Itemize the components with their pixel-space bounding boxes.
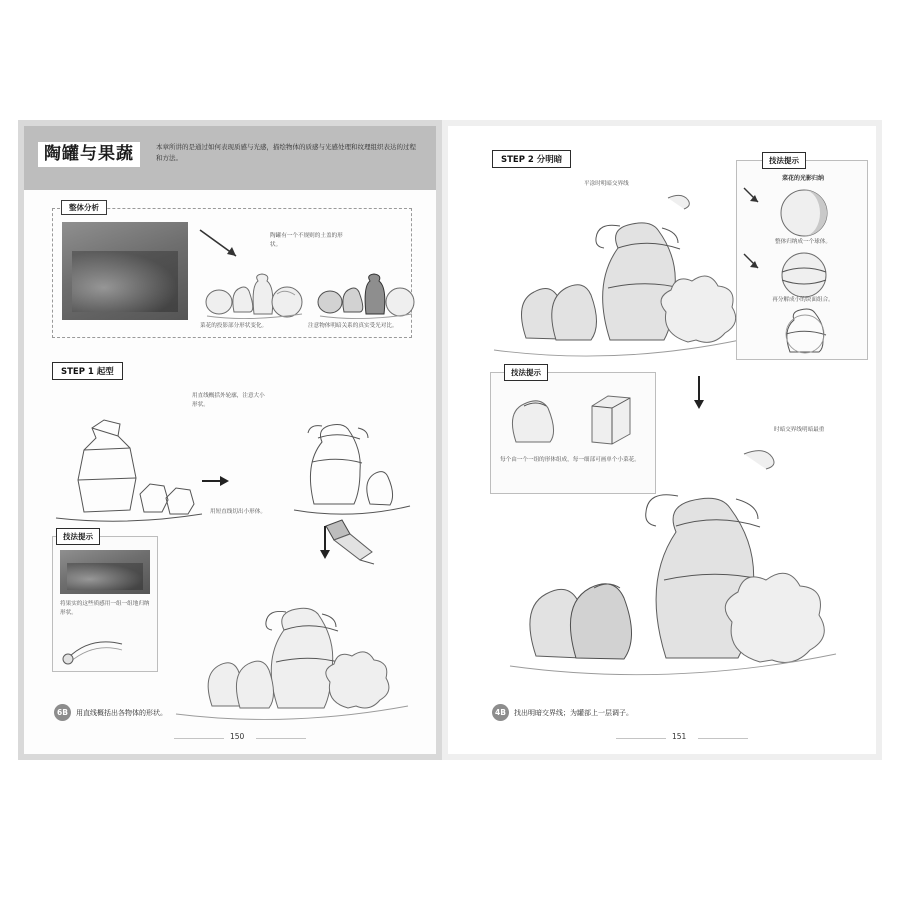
step1-note-0: 用直线概括外轮廓，注意大小形状。 [192,393,265,408]
right-pagenum-rule-a [616,738,666,739]
tip-stroke-sketch [62,632,148,666]
left-page-number: 150 [230,732,245,741]
chapter-title: 陶罐与果蔬 [38,142,140,167]
step1-note-1: 用短直线切出小形体。 [210,509,266,515]
step1-main-drawing [174,566,410,716]
step1-arrow-down-stem [324,526,326,552]
step1-arrow-down [320,550,330,559]
book-spread [18,120,882,760]
overview-note-0: 陶罐有一个不规则的土盖的形状。 [270,233,343,248]
left-footer-caption: 用直线概括出各物体的形状。 [76,709,167,717]
overview-note-1: 菜花的投影部分形状变化。 [200,323,268,329]
right-page [442,120,882,760]
step3-main-drawing [508,422,838,672]
tip-right-note-1: 再分解成小的块面组合。 [772,297,834,303]
step-transition-arrow-stem [698,376,700,402]
tip-right-arrow-2 [742,252,764,274]
right-page-content [448,126,876,754]
overview-sketch-light [202,254,312,324]
tip-right-title: 菜花的光影归纳 [781,175,824,182]
left-pagenum-rule-b [256,738,306,739]
tip-note-left: 将果实的这些质感用一组一组地归纳形状。 [60,601,150,616]
step1-arrow-right-stem [202,480,222,482]
right-pagenum-rule-b [698,738,748,739]
step2-main-drawing [492,174,742,354]
right-footer-caption: 找出明暗交界线；为罐部上一层调子。 [514,709,633,717]
tip-right-arrow-1 [742,186,764,208]
chapter-intro: 本章所讲的是通过如何表现质感与光感，描绘物体的质感与光感处理和纹理组织表达的过程和方法。 [156,143,416,163]
step2-label: STEP 2 分明暗 [492,150,571,168]
step1-label: STEP 1 起型 [52,362,123,380]
tip-right-sphere-1 [764,188,844,238]
left-page [18,120,442,760]
tip-badge-right: 技法提示 [762,152,806,169]
pencil-badge-4b: 4B [492,704,509,721]
reference-photo [62,222,188,320]
left-page-content [24,126,436,754]
step3-note: 时暗交界线明暗最重 [774,427,825,433]
tip-badge-pepper: 技法提示 [504,364,548,381]
step1-refined-sketch [292,386,412,511]
tip-right-note-0: 整体归纳成一个球体。 [775,239,831,245]
tip-pepper-note: 每个由一个一组的形体组成，每一细部可画单个小菜花。 [500,457,640,463]
left-pagenum-rule-a [174,738,224,739]
overview-panel-tab: 整体分析 [61,200,107,215]
tip-photo [60,550,150,594]
pencil-badge-6b: 6B [54,704,71,721]
hand-pencil-illustration [320,518,390,566]
right-page-number: 151 [672,732,687,741]
tip-right-pot-diagram [768,310,842,356]
tip-badge-left: 技法提示 [56,528,100,545]
step1-outline-sketch [54,394,204,519]
step2-note-0: 平涂时明暗交界线 [584,181,629,187]
tip-right-sphere-2 [764,252,844,298]
overview-sketch-dark [316,254,416,324]
step-transition-arrow [694,400,704,409]
overview-note-2: 注意物体明暗关系的真实受光对比。 [308,323,398,329]
